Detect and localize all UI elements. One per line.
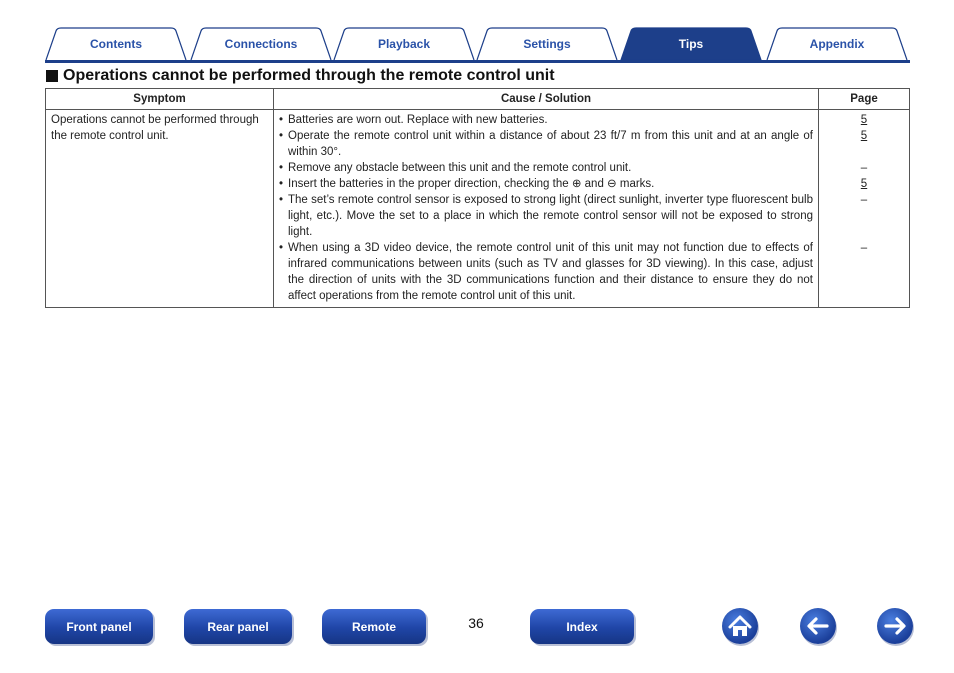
tab-contents[interactable]: [45, 27, 187, 60]
tab-tips[interactable]: [620, 27, 762, 60]
page-cell: [819, 110, 910, 308]
cause-item: • Operate the remote control unit within a distance of about 23 ft/7 m from this unit and at an angle of within 30°.: [279, 128, 813, 160]
page-dash: –: [860, 162, 868, 174]
tab-connections[interactable]: [190, 27, 332, 60]
cause-item: • Batteries are worn out. Replace with new batteries.: [279, 112, 813, 128]
tab-bar: [45, 27, 910, 63]
square-bullet-icon: [46, 70, 58, 82]
page-link[interactable]: 5: [860, 178, 868, 190]
cause-item: • Remove any obstacle between this unit and the remote control unit.: [279, 160, 813, 176]
forward-button[interactable]: [877, 608, 913, 644]
remote-button[interactable]: Remote: [322, 609, 426, 644]
front-panel-button[interactable]: Front panel: [45, 609, 153, 644]
cause-cell: [274, 110, 819, 308]
symptom-cell: Operations cannot be performed through the remote control unit.: [46, 110, 274, 308]
cause-item: • The set’s remote control sensor is exposed to strong light (direct sunlight, inverter type fluorescent bulb light, etc.). Move the set to a place in which the remote control sensor will not be exposed to strong light.: [279, 192, 813, 240]
tab-label: Connections: [224, 37, 298, 51]
tab-label: Appendix: [809, 37, 865, 51]
page-number: 36: [468, 615, 484, 631]
forward-arrow-icon: [877, 608, 913, 644]
rear-panel-button[interactable]: Rear panel: [184, 609, 292, 644]
table-header-row: [46, 89, 910, 110]
tab-playback[interactable]: [333, 27, 475, 60]
tab-appendix[interactable]: [766, 27, 908, 60]
back-button[interactable]: [800, 608, 836, 644]
tab-label: Contents: [90, 37, 142, 51]
cause-list: [279, 112, 813, 304]
tab-label: Playback: [377, 37, 431, 51]
cause-item: • Insert the batteries in the proper direction, checking the ⊕ and ⊖ marks.: [279, 176, 813, 192]
troubleshooting-table: [45, 88, 910, 308]
tab-settings[interactable]: [476, 27, 618, 60]
page-link[interactable]: 5: [860, 114, 868, 126]
cause-header: Cause / Solution: [274, 89, 819, 110]
home-button[interactable]: [722, 608, 758, 644]
cause-item: • When using a 3D video device, the remote control unit of this unit may not function due to effects of infrared communications between units (such as TV and glasses for 3D viewing). In this case, adjust the direction of units with the 3D communications function and their distance to ensure they do not affect operations from the remote control unit of this unit.: [279, 240, 813, 304]
page-link[interactable]: 5: [860, 130, 868, 142]
tab-label: Tips: [678, 37, 704, 51]
tab-label: Settings: [523, 37, 571, 51]
home-icon: [722, 608, 758, 644]
table-row: [46, 110, 910, 308]
back-arrow-icon: [800, 608, 836, 644]
index-button[interactable]: Index: [530, 609, 634, 644]
page-header: Page: [819, 89, 910, 110]
page-dash: –: [860, 194, 868, 206]
tab-baseline: [45, 60, 910, 63]
section-heading-text: Operations cannot be performed through the remote control unit: [63, 67, 555, 84]
symptom-header: Symptom: [46, 89, 274, 110]
page-dash: –: [860, 242, 868, 254]
section-heading: [46, 67, 555, 85]
